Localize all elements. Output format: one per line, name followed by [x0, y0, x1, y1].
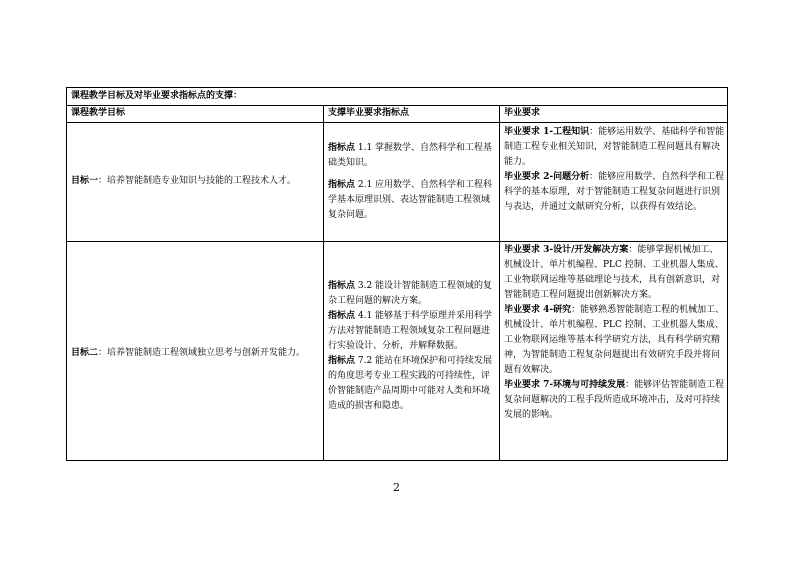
header-indicator: 支撑毕业要求指标点: [328, 108, 410, 118]
table-row: [67, 123, 727, 242]
requirement-text: ：能够应用数学、自然科学和工程科学的基本原理，对于智能制造工程复杂问题进行识别与表达，并通过文献研究分析，以获得有效结论。: [504, 172, 725, 212]
goal-cell: [71, 174, 319, 189]
indicator-label: 指标点: [328, 356, 356, 366]
goal-label: 目标一: [71, 176, 99, 186]
requirement-label: 毕业要求 1-工程知识: [504, 127, 590, 137]
indicator-text: 2.1 应用数学、自然科学和工程科学基本原理识别、表达智能制造工程领域复杂问题。: [328, 180, 493, 220]
table-caption-row: [67, 88, 727, 106]
goals-table: [66, 87, 728, 461]
table-row: [67, 242, 727, 462]
requirement-text: ：能够熟悉智能制造工程的机械加工、机械设计、单片机编程、PLC 控制、工业机器人集成、工业物联网运维等基本科学研究方法，具有科学研究精神，为智能制造工程复杂问题提出有效研究手段并将问题有效解决。: [504, 305, 725, 375]
requirement-label: 毕业要求 7-环境与可持续发展: [504, 380, 626, 390]
requirement-label: 毕业要求 2-问题分析: [504, 172, 590, 182]
indicator-text: 7.2 能站在环境保护和可持续发展的角度思考专业工程实践的可持续性，评价智能制造产品周期中可能对人类和环境造成的损害和隐患。: [328, 356, 493, 411]
goal-text: ：培养智能制造专业知识与技能的工程技术人才。: [98, 176, 297, 186]
indicator-cell: [328, 141, 496, 223]
indicator-label: 指标点: [328, 281, 356, 291]
requirement-label: 毕业要求 3-设计/开发解决方案: [504, 245, 629, 255]
indicator-text: 3.2 能设计智能制造工程领域的复杂工程问题的解决方案。: [328, 281, 493, 306]
indicator-text: 4.1 能够基于科学原理并采用科学方法对智能制造工程领域复杂工程问题进行实验设计、分析，并解释数据。: [328, 311, 493, 351]
indicator-cell: [328, 279, 496, 414]
goal-label: 目标二: [71, 348, 99, 358]
header-course-goal: 课程教学目标: [71, 108, 126, 118]
requirement-text: ：能够运用数学、基础科学和智能制造工程专业相关知识，对智能制造工程问题具有解决能力。: [504, 127, 725, 167]
requirement-text: ：能够掌握机械加工、机械设计、单片机编程、PLC 控制、工业机器人集成、工业物联网运维等基础理论与技术，具有创新意识，对智能制造工程问题提出创新解决方案。: [504, 245, 724, 300]
goal-text: ：培养智能制造工程领域独立思考与创新开发能力。: [98, 348, 306, 358]
requirement-label: 毕业要求 4-研究: [504, 305, 572, 315]
indicator-text: 1.1 掌握数学、自然科学和工程基础类知识。: [328, 143, 493, 168]
table-header-row: [67, 106, 727, 123]
indicator-label: 指标点: [328, 180, 356, 190]
header-requirement: 毕业要求: [504, 108, 541, 118]
requirement-cell: [504, 243, 726, 423]
indicator-label: 指标点: [328, 143, 356, 153]
requirement-text: ：能够评估智能制造工程复杂问题解决的工程手段所造成环境冲击，及对可持续发展的影响。: [504, 380, 725, 420]
table-caption: 课程教学目标及对毕业要求指标点的支撑：: [71, 91, 243, 101]
page-number: 2: [393, 481, 400, 494]
indicator-label: 指标点: [328, 311, 356, 321]
goal-cell: [71, 346, 321, 361]
requirement-cell: [504, 125, 726, 215]
